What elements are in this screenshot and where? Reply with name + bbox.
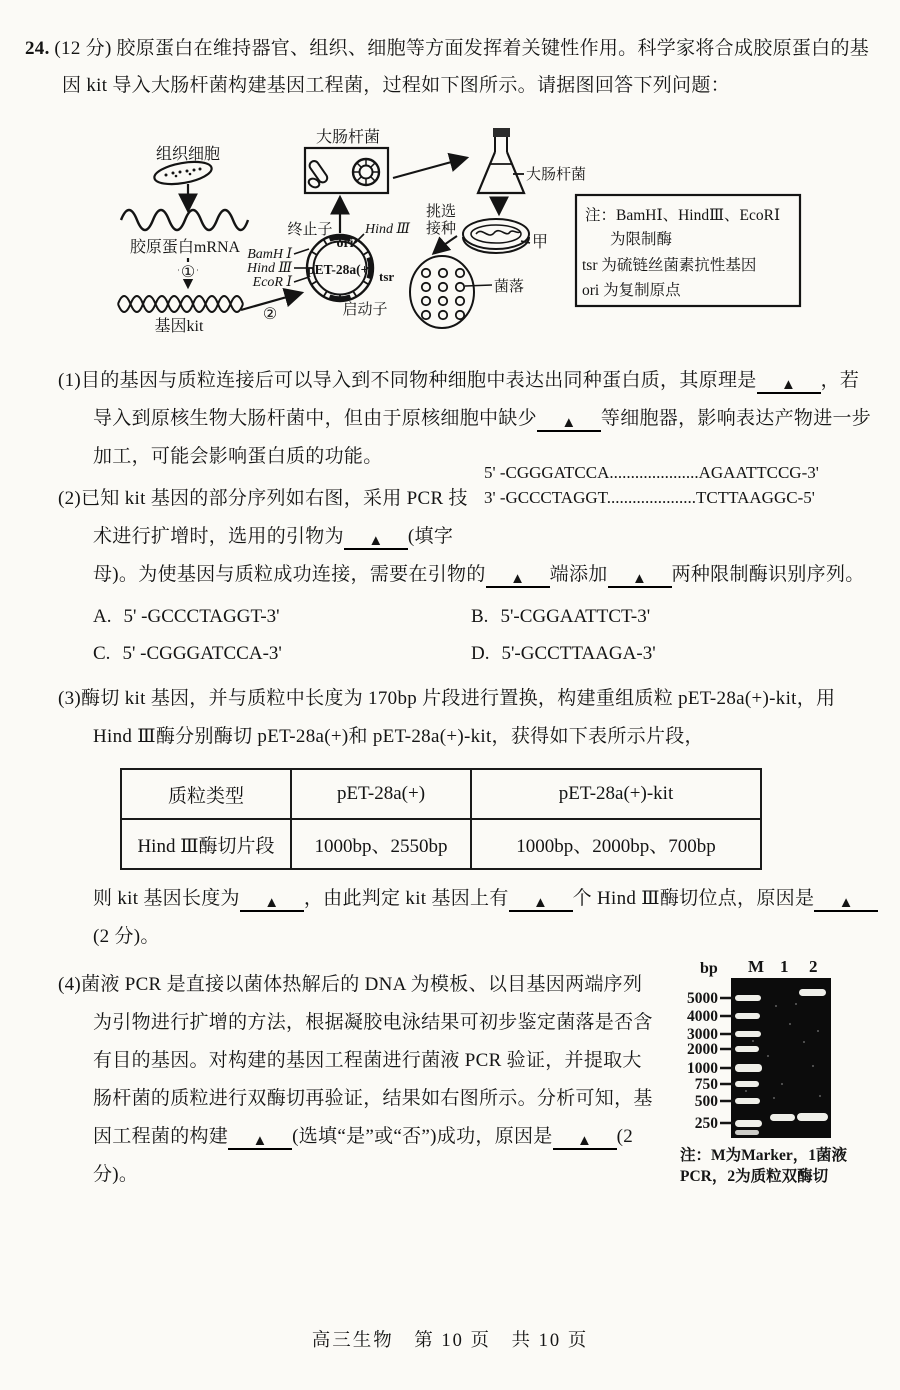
mrna-label: 胶原蛋白mRNA — [129, 239, 241, 256]
answer-blank: ▲ — [344, 531, 408, 550]
tsr-label: tsr — [379, 269, 395, 284]
answer-blank: ▲ — [509, 893, 573, 912]
colonies — [422, 269, 464, 319]
table-cell-pet28a-fragments: 1000bp、2550bp — [291, 819, 471, 869]
diagram-svg — [108, 116, 808, 344]
ecoli-donut-ticks — [353, 159, 379, 185]
answer-blank: ▲ — [814, 893, 878, 912]
dna-helix-strand-b — [118, 296, 243, 312]
q3-text-1: (3)酶切 kit 基因，并与质粒中长度为 170bp 片段进行置换，构建重组质粒 pET-28a(+)-kit，用 Hind Ⅲ酶分别酶切 pET-28a(+)和 pET-28a(+)-kit，获得如下表所示片段， — [58, 688, 836, 747]
question-number: 24. — [25, 38, 50, 59]
note-line2: 为限制酶 — [610, 231, 673, 248]
plate-rim — [463, 219, 529, 249]
option-a — [93, 598, 471, 635]
ecoli-donut-inner — [360, 166, 373, 179]
gel-svg — [678, 946, 896, 1204]
gel-lane1-band — [770, 1114, 795, 1121]
hind3-top-label: Hind Ⅲ — [365, 222, 411, 237]
question-3 — [25, 680, 876, 756]
option-d — [471, 635, 849, 672]
answer-blank: ▲ — [757, 375, 821, 394]
table-header-row — [121, 769, 761, 819]
q2-text-3: 端添加 — [549, 564, 608, 585]
question-4-section — [0, 957, 900, 1194]
gel-lane-m-label: M — [748, 957, 765, 976]
step2-label: ② — [262, 306, 278, 323]
ori-label: ori — [336, 236, 354, 251]
q3-text-2: 则 kit 基因长度为 — [93, 888, 240, 909]
svg-text:3000: 3000 — [687, 1026, 718, 1043]
options-row-1 — [93, 598, 900, 635]
question-score: (12 分) — [54, 38, 112, 59]
svg-text:4000: 4000 — [687, 1008, 718, 1025]
plate-agar — [471, 225, 521, 243]
ecoli-box-label: 大肠杆菌 — [315, 129, 381, 146]
table-data-row — [121, 819, 761, 869]
sequence-top-strand: 5' -CGGGATCCA.....................AGAATTCCG-3' — [484, 463, 819, 482]
note-line4: ori 为复制原点 — [582, 282, 681, 299]
svg-text:5000: 5000 — [687, 990, 718, 1007]
q4-text-2: (选填“是”或“否”)成功，原因是 — [292, 1126, 553, 1147]
gene-kit-label: 基因kit — [154, 318, 204, 335]
gel-note-line2: PCR，2为质粒双酶切 — [680, 1168, 829, 1185]
kit-gene-sequence — [484, 460, 876, 544]
option-c-label: C. — [93, 643, 111, 664]
q1-text-2: ，若导入到原核生物大肠杆菌中，但由于原核细胞中缺少 — [93, 370, 860, 429]
digest-fragments-table — [120, 768, 762, 870]
table-header-plasmid-type: 质粒类型 — [121, 769, 291, 819]
flask-body — [478, 152, 524, 193]
tissue-cell-dots — [165, 168, 202, 178]
option-d-sequence: 5'-GCCTTAAGA-3' — [501, 643, 656, 664]
gel-note-line1: 注：M为Marker，1菌液 — [680, 1147, 848, 1164]
q4-text-3: (2 分)。 — [93, 1126, 634, 1185]
question-stem-text: 胶原蛋白在维持器官、组织、细胞等方面发挥着关键性作用。科学家将合成胶原蛋白的基因 kit 导入大肠杆菌构建基因工程菌，过程如下图所示。请据图回答下列问题： — [62, 38, 870, 96]
question-2 — [25, 463, 876, 594]
options-row-2 — [93, 635, 900, 672]
svg-text:2000: 2000 — [687, 1041, 718, 1058]
gel-lane2-band-bottom — [797, 1113, 828, 1121]
terminator-label: 终止子 — [287, 222, 333, 238]
process-diagram — [0, 116, 900, 348]
option-b-label: B. — [471, 606, 489, 627]
sequence-bottom-strand: 3' -GCCCTAGGT.....................TCTTAAGGC-5' — [484, 488, 815, 507]
colony-label: 菌落 — [494, 279, 525, 295]
tissue-cell-label: 组织细胞 — [155, 146, 221, 163]
note-line3: tsr 为硫链丝菌素抗性基因 — [582, 257, 757, 274]
q2-text-4: 两种限制酶识别序列。 — [671, 564, 865, 585]
gel-lane-2-label: 2 — [809, 957, 818, 976]
q1-text-1: (1)目的基因与质粒连接后可以导入到不同物种细胞中表达出同种蛋白质，其原理是 — [58, 370, 757, 391]
page-footer: 高三生物 第 10 页 共 10 页 — [311, 1331, 589, 1351]
pick-label-line1: 挑选 — [425, 204, 457, 220]
gel-ladder-labels — [687, 990, 718, 1132]
gel-electrophoresis-figure — [678, 946, 896, 1209]
svg-text:750: 750 — [694, 1076, 718, 1093]
table-header-pet28a: pET-28a(+) — [291, 769, 471, 819]
option-a-label: A. — [93, 606, 112, 627]
mrna-wave — [121, 210, 248, 230]
answer-blank: ▲ — [608, 569, 672, 588]
gel-unit-label: bp — [700, 960, 718, 977]
answer-blank: ▲ — [228, 1131, 292, 1150]
pick-label-line2: 接种 — [425, 221, 457, 237]
q2-text-2: (填字母)。为使基因与质粒成功连接，需要在引物的 — [93, 526, 486, 585]
table-header-pet28a-kit: pET-28a(+)-kit — [471, 769, 761, 819]
question-stem — [25, 30, 878, 104]
plate-streak — [476, 231, 520, 235]
plasmid-name: pET-28a(+) — [307, 262, 373, 277]
table-row-label: Hind Ⅲ酶切片段 — [121, 819, 291, 869]
gel-lane2-band-top — [799, 989, 826, 996]
answer-blank: ▲ — [240, 893, 304, 912]
answer-blank: ▲ — [486, 569, 550, 588]
note-line1: 注：BamHⅠ、HindⅢ、EcoRⅠ — [585, 207, 781, 224]
arrow-plate-to-colonies — [434, 236, 457, 253]
hind3-left-label: Hind Ⅲ — [246, 261, 292, 276]
q1-text-3: 等细胞器，影响表达产物进一步加工，可能会影响蛋白质的功能。 — [93, 408, 872, 467]
question-3-followup — [93, 880, 880, 956]
gel-lane-1-label: 1 — [780, 957, 789, 976]
option-d-label: D. — [471, 643, 490, 664]
flask-cap — [493, 128, 510, 137]
q3-text-4: 个 Hind Ⅲ酶切位点，原因是 — [572, 888, 815, 909]
step1-label: ① — [180, 264, 196, 281]
answer-blank: ▲ — [537, 413, 601, 432]
ecor1-tick — [294, 277, 309, 282]
colony-label-tick — [465, 285, 492, 286]
q2-text-1: (2)已知 kit 基因的部分序列如右图，采用 PCR 技术进行扩增时，选用的引物为 — [58, 488, 468, 547]
ecor1-label: EcoR Ⅰ — [252, 275, 292, 290]
bamh1-label: BamH Ⅰ — [247, 247, 292, 262]
answer-options — [93, 598, 900, 672]
option-a-sequence: 5' -GCCCTAGGT-3' — [123, 606, 280, 627]
option-b — [471, 598, 849, 635]
svg-text:500: 500 — [694, 1093, 718, 1110]
table-cell-pet28a-kit-fragments: 1000bp、2000bp、700bp — [471, 819, 761, 869]
option-c — [93, 635, 471, 672]
svg-text:1000: 1000 — [687, 1060, 718, 1077]
bamh1-tick — [294, 249, 309, 254]
flask-label: 大肠杆菌 — [526, 167, 587, 183]
q3-text-5: (2 分)。 — [93, 926, 160, 947]
plate-label: 甲 — [532, 234, 549, 251]
option-b-sequence: 5'-CGGAATTCT-3' — [500, 606, 651, 627]
answer-blank: ▲ — [553, 1131, 617, 1150]
arrow-box-to-flask — [393, 158, 466, 178]
question-4 — [25, 966, 658, 1194]
question-1 — [25, 362, 876, 476]
q4-text-1: (4)菌液 PCR 是直接以菌体热解后的 DNA 为模板、以目基因两端序列为引物进行扩增的方法，根据凝胶电泳结果可初步鉴定菌落是否含有目的基因。对构建的基因工程菌进行菌液 PCR 验证，并提取大肠杆菌的质粒进行双酶切再验证，结果如右图所示。分析可知，基因工程菌的构建 — [58, 974, 653, 1147]
option-c-sequence: 5' -CGGGATCCA-3' — [122, 643, 282, 664]
q3-text-3: ，由此判定 kit 基因上有 — [303, 888, 509, 909]
svg-text:250: 250 — [694, 1115, 718, 1132]
promoter-label: 启动子 — [342, 302, 388, 318]
